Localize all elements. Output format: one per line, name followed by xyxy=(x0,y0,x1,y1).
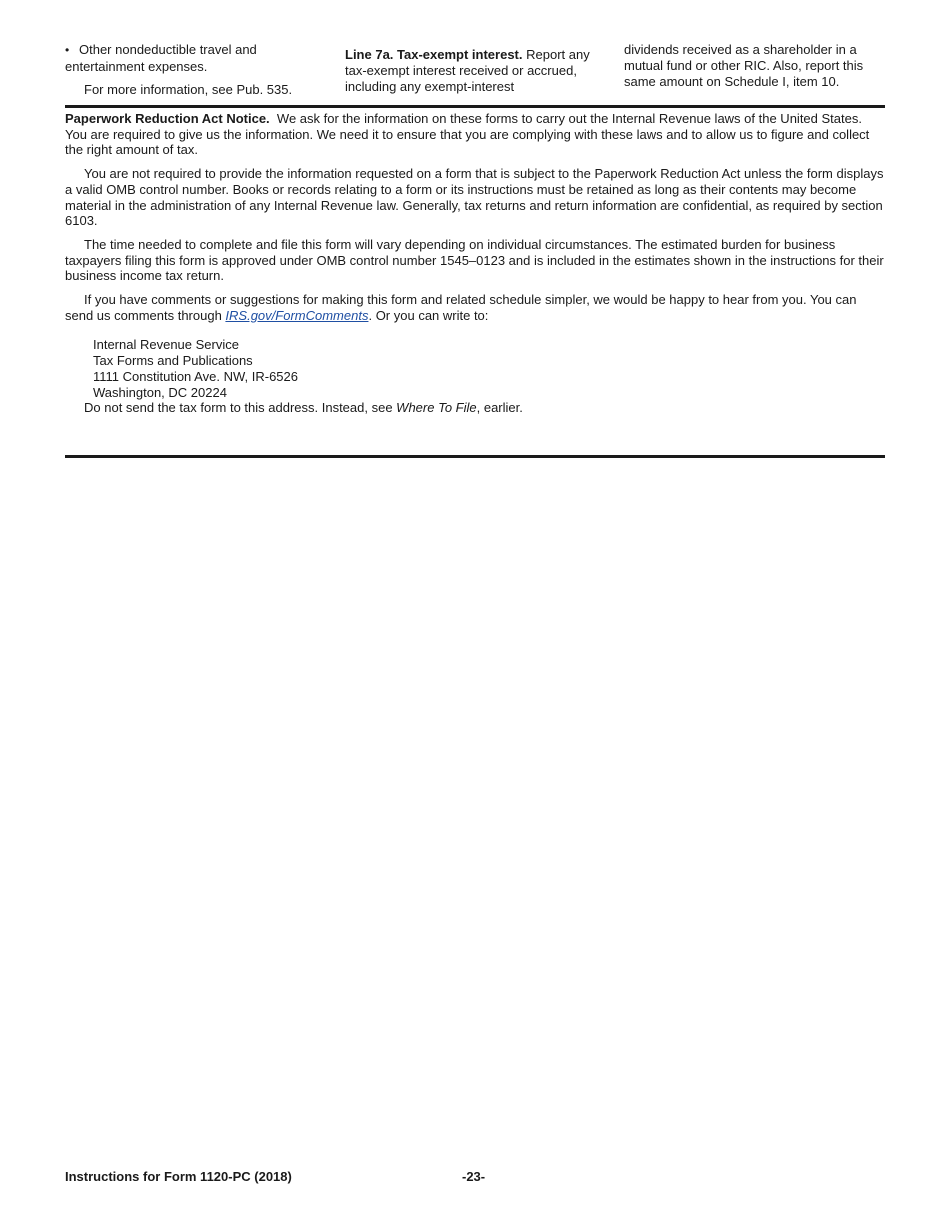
form-comments-link[interactable]: IRS.gov/FormComments xyxy=(225,307,369,323)
notice-paragraph-2: You are not required to provide the information requested on a form that is subject to the Paperwork Reduction Act unless the form displays a valid OMB control number. Books or records relating to a form or its instructions must be retained as long as their contents may become material in the administration of any Internal Revenue law. Generally, tax returns and return information are confidential, as required by section 6103. xyxy=(65,166,884,229)
address-line: Internal Revenue Service xyxy=(93,337,239,353)
where-to-file-reference: Where To File xyxy=(396,400,477,416)
bullet-icon: • xyxy=(65,43,70,57)
address-line: 1111 Constitution Ave. NW, IR-6526 xyxy=(93,368,298,384)
section-divider-top xyxy=(65,105,885,108)
more-info-text: For more information, see Pub. 535. xyxy=(84,81,293,97)
notice-paragraph-4 xyxy=(65,292,885,323)
line-7a-heading: Line 7a. Tax-exempt interest. xyxy=(345,47,523,62)
bullet-text: Other nondeductible travel and entertainment expenses. xyxy=(65,42,257,74)
notice-p1-text: We ask for the information on these forms to carry out the Internal Revenue laws of the United States. You are required to give us the information. We need it to ensure that you are complying with these laws and to allow us to figure and collect the right amount of tax. xyxy=(65,111,870,158)
column-1 xyxy=(65,42,315,97)
closing-after: , earlier. xyxy=(476,400,523,416)
page-number: -23- xyxy=(462,1169,486,1184)
column-2 xyxy=(345,47,600,94)
section-divider-bottom xyxy=(65,455,885,458)
bullet-item xyxy=(65,42,315,75)
notice-p4-before: If you have comments or suggestions for making this form and related schedule simpler, we would be happy to hear from you. You can send us comments through xyxy=(65,292,857,323)
notice-heading: Paperwork Reduction Act Notice. xyxy=(65,111,270,126)
address-line: Washington, DC 20224 xyxy=(93,384,227,400)
document-page xyxy=(65,0,885,1230)
notice-paragraph-3: The time needed to complete and file this form will vary depending on individual circumstances. The estimated burden for business taxpayers filing this form is approved under OMB control number 1545–0123 and is included in the estimates shown in the instructions for their business income tax return. xyxy=(65,236,884,284)
notice-paragraph-1 xyxy=(65,111,885,158)
notice-p4-after: . Or you can write to: xyxy=(368,307,489,323)
closing-paragraph xyxy=(65,400,885,416)
column-3-text: dividends received as a shareholder in a mutual fund or other RIC. Also, report this same amount on Schedule I, item 10. xyxy=(624,42,864,89)
paperwork-notice xyxy=(65,111,885,424)
closing-before: Do not send the tax form to this address. Instead, see xyxy=(84,400,397,416)
column-3 xyxy=(624,42,886,89)
address-line: Tax Forms and Publications xyxy=(93,353,253,369)
line-7a-text: Report any tax-exempt interest received or accrued, including any exempt-interest xyxy=(345,47,590,94)
footer-title: Instructions for Form 1120-PC (2018) xyxy=(65,1169,292,1184)
mailing-address xyxy=(93,337,885,400)
